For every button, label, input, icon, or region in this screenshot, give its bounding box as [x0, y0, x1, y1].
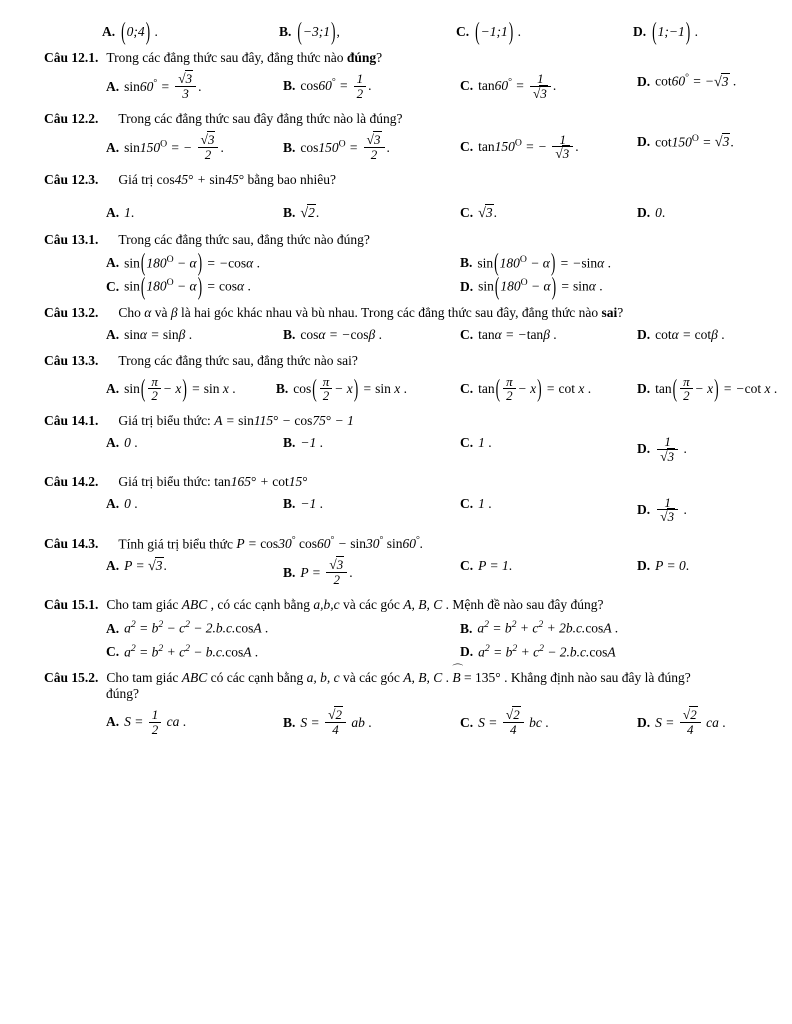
choice-text: √3. [478, 204, 498, 221]
choice-label: B. [275, 380, 289, 396]
choice-text: sin( $\frac{\pi}{2}$ − x) = sin x . [124, 373, 236, 404]
choice-label: A. [106, 380, 120, 396]
choice-label: A. [106, 78, 120, 94]
choice-label: D. [637, 134, 651, 150]
choice-label: A. [106, 255, 120, 271]
choice-d[interactable] [637, 375, 792, 403]
choice-row [44, 72, 792, 101]
question-label: Câu 14.3. [44, 536, 99, 552]
choice-text: (1;−1) . [652, 16, 698, 46]
choice-d[interactable] [637, 496, 792, 525]
choice-label: B. [460, 255, 473, 271]
question-label: Câu 13.2. [44, 304, 99, 320]
choice-label: D. [636, 380, 651, 396]
choice-d[interactable] [460, 271, 792, 301]
question-label: Câu 15.1. [44, 597, 99, 613]
question-text: Trong các đẳng thức sau đây, đẳng thức nào đúng? [106, 50, 383, 65]
choice-label: C. [456, 24, 470, 39]
question-13-1 [44, 231, 752, 301]
choice-d[interactable] [637, 708, 792, 737]
choice-text: S = $\frac{1}{2}$ ca . [124, 707, 187, 737]
choice-label: A. [106, 558, 120, 574]
choice-d[interactable] [637, 558, 792, 587]
choice-row [44, 248, 792, 277]
choice-label: A. [106, 714, 120, 730]
choice-c[interactable] [460, 708, 637, 737]
question-text: Cho tam giác ABC có các cạnh bằng a, b, c và các góc A, B, C . B ⌒ = 135° . Khẳng định nào sau đây là đúng? [106, 670, 752, 686]
choice-b[interactable] [460, 248, 792, 277]
question-15-1 [44, 597, 752, 660]
choice-text: $\frac{1}{√3}$ . [655, 435, 687, 464]
choice-a[interactable] [106, 435, 283, 464]
choice-text: −1 . [300, 495, 324, 511]
choice-label: B. [283, 495, 296, 511]
question-13-3 [44, 352, 778, 404]
choice-a[interactable] [106, 248, 460, 277]
choice-c[interactable] [460, 435, 637, 464]
question-12-3 [44, 172, 752, 222]
choice-a[interactable] [106, 72, 283, 101]
choice-label: D. [460, 644, 474, 660]
choice-text: sin60° = $\frac{√3}{3}$ . [124, 71, 202, 102]
choice-row [44, 271, 792, 301]
choice-c[interactable] [456, 16, 633, 46]
choice-label: C. [460, 434, 474, 450]
choice-a[interactable] [106, 375, 276, 403]
choice-d[interactable] [637, 72, 792, 101]
choice-text: $\frac{1}{√3}$ . [655, 496, 687, 525]
choice-d[interactable] [637, 205, 792, 222]
choice-b[interactable] [283, 558, 460, 587]
choice-a[interactable] [106, 558, 283, 587]
choice-label: C. [460, 495, 474, 511]
choice-text: $\sin(180^O - \alpha) = \sin\alpha$ . [478, 271, 603, 301]
choice-row [44, 327, 792, 343]
choice-text: √2. [300, 204, 320, 221]
question-label: Câu 14.1. [44, 412, 99, 428]
question-label: Câu 12.2. [44, 110, 99, 126]
choice-text: $a^2 = b^2 + c^2 + 2b.c.\cos A$ . [477, 619, 619, 636]
question-label: Câu 14.2. [44, 473, 99, 489]
choice-text: $\cot 150^O = √3$. [655, 132, 734, 151]
question-text: Trong các đẳng thức sau, đẳng thức nào đúng? [118, 231, 370, 247]
choice-text: P = √3. [124, 558, 167, 575]
choice-label: B. [283, 714, 296, 730]
choice-row [44, 16, 792, 46]
choice-text: tanα = −tanβ . [478, 326, 557, 342]
question-text: Cho α và β là hai góc khác nhau và bù nhau. Trong các đẳng thức sau đây, đẳng thức nào sai? [118, 304, 624, 320]
choice-a[interactable] [106, 133, 283, 162]
choice-label: B. [279, 24, 292, 39]
choice-text: $\sin(180^O - \alpha) = \cos\alpha$ . [124, 271, 251, 301]
choice-text: (0;4) . [121, 16, 158, 46]
choice-text: (−1;1) . [475, 16, 521, 46]
question-13-2 [44, 305, 752, 343]
choice-label: C. [460, 558, 474, 574]
choice-d[interactable] [633, 16, 792, 46]
choice-c[interactable] [106, 643, 460, 661]
question-label: Câu 13.3. [44, 352, 99, 368]
choice-b[interactable] [283, 327, 460, 343]
choice-label: D. [460, 278, 474, 294]
choice-a[interactable] [106, 496, 283, 525]
question-label: Câu 12.1. [44, 50, 99, 65]
choice-text: $a^2 = b^2 + c^2 - 2.b.c.\cos A$ [478, 642, 616, 660]
choice-label: C. [106, 644, 120, 660]
choice-label: A. [106, 326, 120, 342]
choice-text: 1. [124, 204, 135, 220]
choice-c[interactable] [460, 133, 637, 162]
choice-text: S = $\frac{√2}{4}$ ca . [655, 707, 726, 738]
choice-label: C. [460, 78, 474, 94]
choice-label: A. [106, 620, 120, 636]
question-label: Câu 15.2. [44, 670, 99, 686]
question-14-2 [44, 474, 752, 525]
question-14-1 [44, 413, 752, 464]
choice-text: −1 . [300, 434, 324, 450]
choice-label: C. [460, 204, 474, 220]
choice-text: tan( $\frac{\pi}{2}$ − x) = −cot x . [655, 373, 778, 404]
question-text: Cho tam giác ABC , có các cạnh bằng a,b,c và các góc A, B, C . Mệnh đề nào sau đây đúng? [106, 597, 604, 613]
choice-text: $\tan 150^O$ = − $\frac{1}{√3}$ . [478, 131, 579, 162]
choice-label: C. [460, 714, 474, 730]
choice-label: B. [283, 204, 296, 220]
choice-a[interactable] [106, 619, 460, 637]
choice-row [44, 133, 792, 162]
choice-label: C. [459, 380, 474, 396]
choice-c[interactable] [460, 205, 637, 222]
choice-d[interactable] [637, 327, 792, 343]
choice-row [44, 619, 792, 637]
choice-label: C. [106, 278, 120, 294]
question-15-2 [44, 670, 752, 737]
choice-text: S = $\frac{√2}{4}$ bc . [478, 707, 549, 738]
choice-label: A. [106, 495, 120, 511]
choice-b[interactable] [283, 496, 460, 525]
choice-text: cot60° = −√3 . [655, 72, 737, 90]
choice-text: cos60° = $\frac{1}{2}$ . [300, 71, 372, 101]
choice-text: S = $\frac{√2}{4}$ ab . [300, 707, 372, 738]
choice-row [44, 558, 792, 587]
question-text: Giá trị cos45° + sin45° bằng bao nhiêu? [118, 171, 336, 187]
choice-c[interactable] [460, 375, 637, 403]
choice-text: P = 0. [655, 558, 690, 574]
choice-label: C. [460, 326, 474, 342]
choice-c[interactable] [460, 496, 637, 525]
choice-text: sinα = sinβ . [124, 326, 193, 342]
question-label: Câu 13.1. [44, 231, 99, 247]
choice-row [44, 435, 792, 464]
choice-text: 0. [655, 204, 666, 220]
choice-c[interactable] [106, 271, 460, 301]
choice-row [44, 496, 792, 525]
question-text: Giá trị biểu thức: A = sin115° − cos75° − 1 [118, 412, 354, 428]
choice-d[interactable] [460, 643, 792, 661]
choice-b[interactable] [283, 205, 460, 222]
choice-text: P = $\frac{√3}{2}$ . [300, 557, 353, 588]
choice-text: P = 1. [478, 558, 513, 574]
choice-label: A. [102, 24, 116, 39]
choice-text: cotα = cotβ . [655, 326, 725, 342]
choice-label: D. [637, 558, 651, 574]
choice-label: A. [106, 204, 120, 220]
choice-c[interactable] [460, 327, 637, 343]
choice-label: D. [637, 441, 651, 457]
choice-label: D. [637, 326, 651, 342]
question-text: Tính giá trị biểu thức P = cos30° cos60° − sin30° sin60°. [118, 534, 424, 552]
choice-b[interactable] [283, 435, 460, 464]
choice-text: 1 . [478, 434, 492, 450]
choice-text: 1 . [478, 495, 492, 511]
question-14-3 [44, 535, 752, 587]
question-12-1 [44, 50, 752, 101]
choice-a[interactable] [106, 708, 283, 737]
choice-text: $\sin(180^O - \alpha) = -\sin\alpha$ . [477, 248, 611, 277]
choice-label: D. [637, 501, 651, 517]
choice-text: $a^2 = b^2 - c^2 - 2.b.c.\cos A$ . [124, 619, 269, 636]
choice-text: $a^2 = b^2 + c^2 - b.c.\cos A$ . [124, 642, 259, 660]
choice-b[interactable] [283, 708, 460, 737]
choice-b[interactable] [460, 619, 792, 637]
choice-label: D. [637, 73, 651, 89]
choice-text: tan60° = $\frac{1}{√3}$ . [478, 71, 557, 101]
choice-text: tan( $\frac{\pi}{2}$ − x) = cot x . [478, 373, 592, 404]
choice-text: 0 . [124, 495, 138, 511]
choice-a[interactable] [106, 327, 283, 343]
choice-label: A. [106, 139, 120, 155]
choice-label: B. [283, 326, 296, 342]
choice-label: D. [633, 24, 647, 39]
choice-c[interactable] [460, 558, 637, 587]
choice-text: $\cos 150^O$ = $\frac{√3}{2}$ . [300, 131, 390, 163]
question-text: Trong các đẳng thức sau, đẳng thức nào sai? [118, 352, 358, 368]
choice-a[interactable] [106, 205, 283, 222]
choice-row [44, 375, 792, 403]
choice-c[interactable] [460, 72, 637, 101]
choice-label: A. [106, 434, 120, 450]
choice-text: cos( $\frac{\pi}{2}$ − x) = sin x . [293, 373, 408, 404]
choice-b[interactable] [283, 72, 460, 101]
choice-a[interactable] [102, 16, 279, 46]
choice-text: $\sin 150^O$ = − $\frac{√3}{2}$ . [124, 131, 224, 163]
question-text: Giá trị biểu thức: tan165° + cot15° [118, 473, 308, 489]
choice-d[interactable] [637, 133, 792, 162]
choice-label: C. [460, 139, 474, 155]
choice-b[interactable] [279, 16, 456, 46]
choice-label: B. [283, 565, 296, 581]
choice-b[interactable] [276, 375, 460, 403]
choice-b[interactable] [283, 133, 460, 162]
choice-label: B. [283, 434, 296, 450]
choice-text: cosα = −cosβ . [300, 326, 382, 342]
choice-row [44, 643, 792, 661]
choice-label: B. [283, 139, 296, 155]
choice-label: D. [637, 204, 651, 220]
choice-label: B. [283, 78, 296, 94]
choice-text: 0 . [124, 434, 138, 450]
choice-text: $\sin(180^O - \alpha) = -\cos\alpha$ . [124, 248, 260, 277]
choice-row [44, 205, 792, 222]
choice-label: B. [460, 620, 473, 636]
question-text-continued: đúng? [106, 686, 139, 702]
question-label: Câu 12.3. [44, 171, 99, 187]
choice-text: (−3;1), [297, 16, 340, 46]
question-12-2 [44, 111, 752, 162]
question-text: Trong các đẳng thức sau đây đẳng thức nào là đúng? [118, 110, 403, 126]
choice-d[interactable] [637, 435, 792, 464]
choice-row [44, 708, 792, 737]
choice-label: D. [637, 714, 651, 730]
